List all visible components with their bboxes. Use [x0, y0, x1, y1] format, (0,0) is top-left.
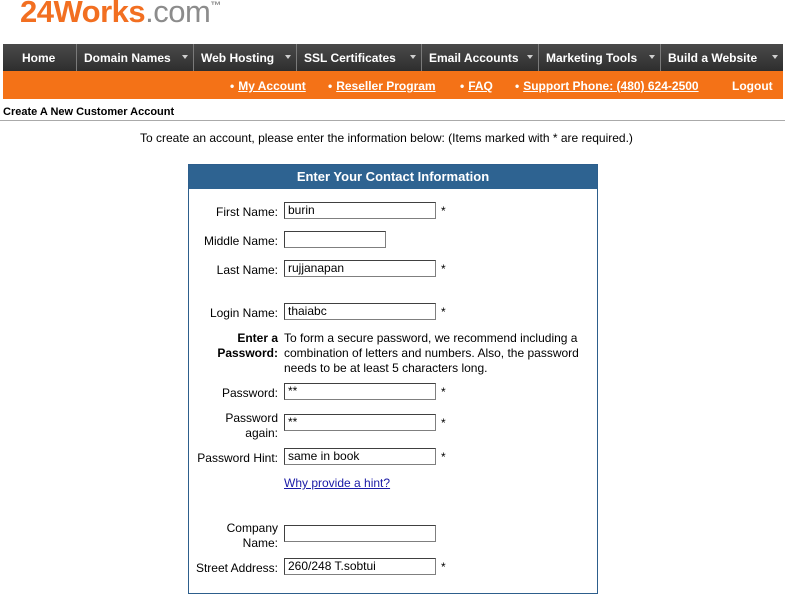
dropdown-arrow-icon: [285, 55, 291, 59]
enter-password-label-line2: Password:: [217, 346, 278, 360]
nav-build-a-website[interactable]: [661, 44, 783, 71]
password-hint-input[interactable]: same in book: [284, 448, 436, 465]
required-mark: *: [441, 305, 446, 319]
dropdown-arrow-icon: [182, 55, 188, 59]
page-title: Create A New Customer Account: [3, 106, 175, 118]
login-name-label-wrap: [190, 306, 278, 321]
nav-label: Web Hosting: [201, 50, 275, 65]
reseller-program-link[interactable]: [328, 79, 436, 93]
my-account-link[interactable]: [230, 79, 306, 93]
nav-home[interactable]: [3, 44, 77, 71]
bullet-icon: •: [515, 79, 520, 93]
bullet-icon: •: [328, 79, 333, 93]
logout-link[interactable]: Logout: [732, 79, 773, 93]
company-name-label-line1: Company: [226, 521, 278, 535]
nav-ssl-certificates[interactable]: [297, 44, 422, 71]
password-hint-label: Password Hint:: [197, 451, 278, 465]
nav-label: Email Accounts: [429, 50, 519, 65]
password-again-input[interactable]: **: [284, 414, 436, 431]
middle-name-label: Middle Name:: [203, 234, 278, 248]
nav-label: SSL Certificates: [304, 50, 396, 65]
street-address-label: Street Address:: [195, 561, 278, 575]
nav-label: Marketing Tools: [546, 50, 638, 65]
first-name-input[interactable]: burin: [284, 202, 436, 219]
street-address-input[interactable]: 260/248 T.sobtui: [284, 558, 436, 575]
sub-nav: [3, 71, 783, 99]
dropdown-arrow-icon: [527, 55, 533, 59]
link-text: FAQ: [468, 79, 493, 93]
enter-password-label-wrap: [190, 331, 278, 361]
first-name-label: First Name:: [215, 205, 278, 219]
link-text: Support Phone: (480) 624-2500: [523, 79, 699, 93]
password-hint-label-wrap: [190, 451, 278, 466]
last-name-label-wrap: [190, 263, 278, 278]
password-again-label-line2: again:: [245, 426, 278, 440]
required-mark: *: [441, 385, 446, 399]
login-name-label: Login Name:: [209, 306, 278, 320]
nav-label: Home: [22, 50, 56, 65]
intro-text: To create an account, please enter the information below: (Items marked with * are required.): [140, 131, 633, 145]
required-mark: *: [441, 204, 446, 218]
bullet-icon: •: [460, 79, 465, 93]
bullet-icon: •: [230, 79, 235, 93]
login-name-input[interactable]: thaiabc: [284, 303, 436, 320]
logo-trademark: ™: [210, 0, 221, 12]
company-name-label-line2: Name:: [242, 536, 278, 550]
why-hint-link[interactable]: Why provide a hint?: [284, 476, 391, 490]
nav-web-hosting[interactable]: [194, 44, 297, 71]
nav-label: Domain Names: [84, 50, 171, 65]
required-mark: *: [441, 560, 446, 574]
street-address-label-wrap: [190, 561, 278, 576]
first-name-label-wrap: [190, 205, 278, 220]
logo-word: Works: [53, 0, 146, 29]
logo-number: 24: [20, 0, 54, 29]
nav-label: Build a Website: [668, 50, 758, 65]
nav-email-accounts[interactable]: [422, 44, 539, 71]
password-again-label-wrap: [190, 411, 278, 441]
password-label-wrap: [190, 386, 278, 401]
middle-name-label-wrap: [190, 234, 278, 249]
dropdown-arrow-icon: [772, 55, 778, 59]
link-text: Reseller Program: [336, 79, 436, 93]
password-advice-text: To form a secure password, we recommend including a combination of letters and numbers. Also, the password needs to be at least 5 characters long.: [284, 331, 579, 375]
last-name-label: Last Name:: [216, 263, 278, 277]
panel-header: Enter Your Contact Information: [189, 165, 597, 189]
password-input[interactable]: **: [284, 383, 436, 400]
logo-domain: .com: [145, 0, 211, 29]
password-label: Password:: [221, 386, 278, 400]
enter-password-label-line1: Enter a: [237, 331, 278, 345]
required-mark: *: [441, 450, 446, 464]
faq-link[interactable]: [460, 79, 493, 93]
company-name-label-wrap: [190, 521, 278, 551]
nav-domain-names[interactable]: [77, 44, 194, 71]
link-text: My Account: [238, 79, 306, 93]
nav-marketing-tools[interactable]: [539, 44, 661, 71]
password-again-label-line1: Password: [225, 411, 278, 425]
dropdown-arrow-icon: [410, 55, 416, 59]
last-name-input[interactable]: rujjanapan: [284, 260, 436, 277]
main-nav: [3, 44, 783, 71]
required-mark: *: [441, 416, 446, 430]
support-phone-link[interactable]: [515, 79, 699, 93]
brand-logo[interactable]: [20, 0, 221, 30]
divider: [0, 120, 785, 121]
company-name-input[interactable]: [284, 525, 436, 542]
middle-name-input[interactable]: [284, 231, 386, 248]
required-mark: *: [441, 262, 446, 276]
dropdown-arrow-icon: [649, 55, 655, 59]
